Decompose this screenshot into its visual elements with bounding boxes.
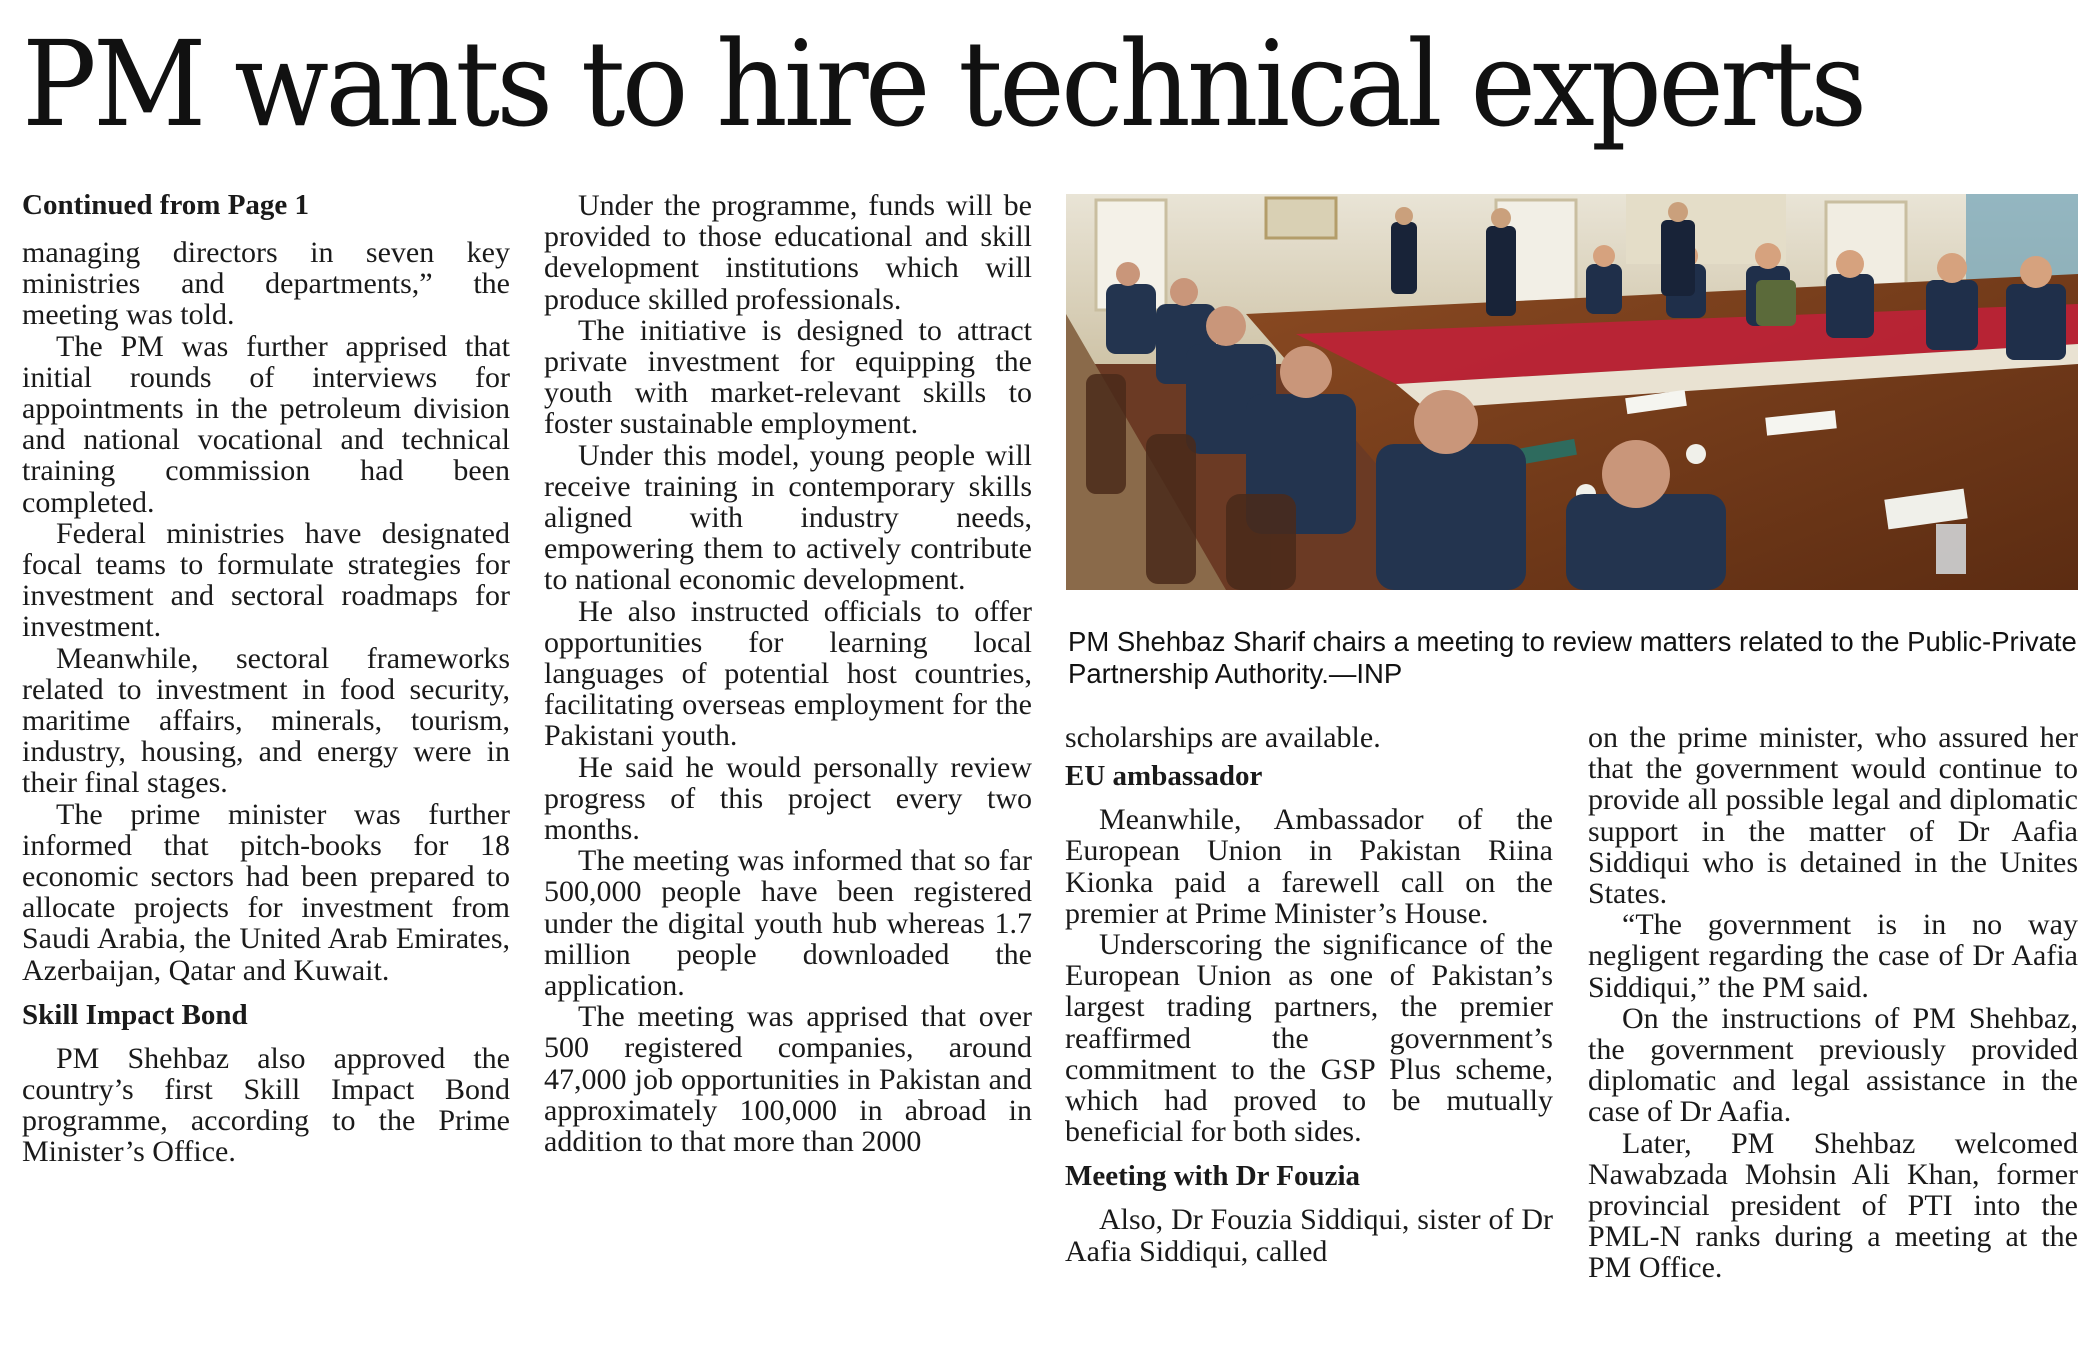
photo-caption: PM Shehbaz Sharif chairs a meeting to review matters related to the Public-Private Partnership Authority.—INP: [1068, 626, 2077, 689]
subhead-skill-impact-bond: Skill Impact Bond: [22, 998, 248, 1031]
paragraph: The meeting was apprised that over 500 registered companies, around 47,000 job opportunities in Pakistan and approximately 100,000 in abroad in addition to that more than 2000: [544, 1000, 1032, 1159]
meeting-photo: [1066, 194, 2078, 590]
article-column-4: [1588, 722, 2078, 1284]
paragraph: managing directors in seven key ministries and departments,” the meeting was told.: [22, 236, 510, 332]
paragraph: Underscoring the significance of the European Union as one of Pakistan’s largest trading partners, the premier reaffirmed the government’s commitment to the GSP Plus scheme, which had proved to be mutually beneficial for both sides.: [1065, 928, 1553, 1149]
article-column-3: [1065, 722, 1553, 1267]
paragraph: Also, Dr Fouzia Siddiqui, sister of Dr Aafia Siddiqui, called: [1065, 1203, 1553, 1268]
paragraph: Federal ministries have designated focal teams to formulate strategies for investment and sectoral roadmaps for investment.: [22, 516, 510, 644]
paragraph: Meanwhile, sectoral frameworks related to investment in food security, maritime affairs, minerals, tourism, industry, housing, and energy were in their final stages.: [22, 641, 510, 800]
paragraph: “The government is in no way negligent regarding the case of Dr Aafia Siddiqui,” the PM said.: [1588, 908, 2078, 1004]
subhead-eu-ambassador: EU ambassador: [1065, 760, 1263, 793]
subhead-meeting-with-dr-fouzia: Meeting with Dr Fouzia: [1065, 1160, 1361, 1193]
headline: PM wants to hire technical experts: [22, 15, 1864, 153]
paragraph: The prime minister was further informed that pitch-books for 18 economic sectors had been prepared to allocate projects for investment from Saudi Arabia, the United Arab Emirates, Azerbaijan, Qatar and Kuwait.: [22, 797, 510, 987]
paragraph: scholarships are available.: [1065, 721, 1381, 754]
paragraph: He said he would personally review progress of this project every two months.: [544, 750, 1032, 847]
paragraph: Meanwhile, Ambassador of the European Union in Pakistan Riina Kionka paid a farewell call on the premier at Prime Minister’s House.: [1065, 803, 1553, 930]
paragraph: The meeting was informed that so far 500,000 people have been registered under the digital youth hub whereas 1.7 million people downloaded the application.: [544, 844, 1032, 1003]
article-column-2: [544, 190, 1032, 1157]
paragraph: on the prime minister, who assured her that the government would continue to provide all possible legal and diplomatic support in the matter of Dr Aafia Siddiqui who is detained in the Unites States.: [1588, 721, 2078, 911]
paragraph: Under this model, young people will receive training in contemporary skills aligned with industry needs, empowering them to actively contribute to national economic development.: [544, 438, 1032, 597]
paragraph: The PM was further apprised that initial rounds of interviews for appointments in the petroleum division and national vocational and technical training commission had been completed.: [22, 329, 510, 519]
article-column-1: [22, 190, 510, 1168]
paragraph: On the instructions of PM Shehbaz, the government previously provided diplomatic and legal assistance in the case of Dr Aafia.: [1588, 1001, 2078, 1129]
paragraph: Under the programme, funds will be provided to those educational and skill development institutions which will produce skilled professionals.: [544, 189, 1032, 316]
paragraph: PM Shehbaz also approved the country’s first Skill Impact Bond programme, according to the Prime Minister’s Office.: [22, 1041, 510, 1169]
paragraph: Later, PM Shehbaz welcomed Nawabzada Mohsin Ali Khan, former provincial president of PTI into the PML-N ranks during a meeting at the PM Office.: [1588, 1126, 2078, 1285]
paragraph: He also instructed officials to offer opportunities for learning local languages of potential host countries, facilitating overseas employment for the Pakistani youth.: [544, 594, 1032, 753]
continued-from-label: Continued from Page 1: [22, 189, 310, 221]
paragraph: The initiative is designed to attract private investment for equipping the youth with market-relevant skills to foster sustainable employment.: [544, 313, 1032, 441]
meeting-photo-illustration: [1066, 194, 2078, 590]
